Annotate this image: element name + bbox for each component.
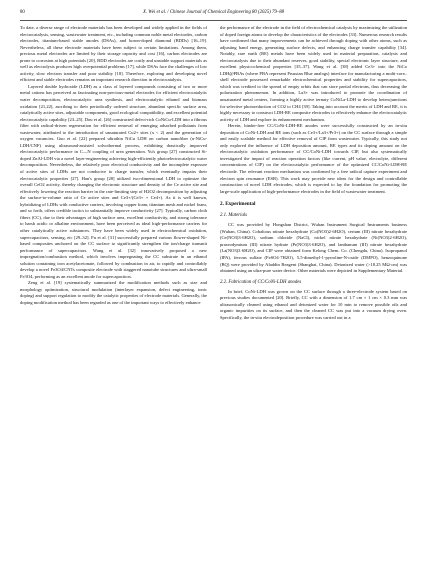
paragraph: To date, a diverse range of electrode materials has been developed and widely applied in the fields of electrocatalysis, sensing, wastewater treatment, etc., including common noble metal electrodes, carbon electrodes, titanium-based stable anodes (DSAs), and boron-doped diamond (BDDs) [16–19]. Nevertheless, all these electrode materials have been subject to certain limitations. Among them, precious metal electrodes are limited by their storage capacity and cost [16], carbon electrodes are prone to corrosion at high potentials [20], BDD electrodes are costly and unstable support materials as well as electrolysis produces high overpotential problems [17], while DSAs face the challenges of low activity, slow electron transfer and poor stability [18]. Therefore, exploring and developing novel efficient and stable electrodes remains an important research direction in electrocatalysis. <box>20 25 207 83</box>
running-head: X. Wei et al. / Chinese Journal of Chemical Engineering 80 (2025) 79–88 <box>142 10 285 15</box>
left-column <box>20 25 207 307</box>
paragraph: Zeng et al. [19] systematically summarized the modification methods such as size and morphology optimization, structural modulation (interlayer expansion, defect engineering, ionic doping) and support regulation to modify the catalytic properties of electrode materials. Generally, the doping modification method has been regarded as one of the important ways to effectively enhance <box>20 280 207 305</box>
subsection-title: 2.1. Materials <box>220 213 248 219</box>
subsection-title: 2.2. Fabrication of CC/CoNi-LDH anodes <box>220 279 302 285</box>
paragraph: the performance of the electrode in the field of electrochemical catalysis by maximizing the utilization of doped foreign atoms to develop the characteristics of the electrodes [33]. Numerous research results have confirmed that many improvements can be achieved through doping with other atoms, such as adjusting band energy, generating surface defects, and enhancing charge transfer capability [34]. Notably, rare earth (RE) metals have been widely used in material preparation, catalysis and electrocatalysis due to their abundant reserves, good stability, special electronic layer structure, and excellent physicochemical properties [35–37]. Wang et al. [38] added Ce3+ into the NiCo LDH@PBAs (where PBA represent Prussian Blue analogs) interface for manufacturing a multi-core–shell electrode possessed remarkable electrochemical properties and stability for supercapacitors, which was credited to the spread of empty orbits that can store partial electrons, thus decreasing the polarization phenomenon. In addition, La3+ was introduced to promote the coordination of unsaturated metal centers, forming a highly active ternary CoNiLa-LDH to develop heterojunctions for selective photoreduction of CO2 to CH4 [39]. Taking into account the merits of LDH and RE, it is highly necessary to construct LDH-RE composite electrodes to effectively enhance the electrocatalytic activity of LDH and explore its enhancement mechanism. <box>220 25 407 122</box>
page-header <box>20 9 407 19</box>
page-number: 80 <box>20 10 25 15</box>
right-column <box>220 25 407 321</box>
section-title: 2. Experimental <box>220 201 256 208</box>
header-rule <box>20 20 407 21</box>
paragraph: CC was provided by Hongshan District, Wuhan Instrument Surgical Instruments business (Wuhan, China). Cobaltous nitrate hexahydrate (Co(NO3)2·6H2O), cerium (III) nitrate hexahydrate (Ce(NO3)3·6H2O), sodium chloride (NaCl), nickel nitrate hexahydrate (Ni(NO3)2·6H2O), praseodymium (III) nitrate hydrate (Pr(NO3)3·6H2O), and lanthanum (III) nitrate hexahydrate (La(NO3)3·6H2O), and CIP were obtained form Kelong Chem. Co. (Chengdu, China). Isopropanol (IPA), ferrous sulfate (FeSO4·7H2O), 5,5-dimethyl-1-pyrroline-N-oxide (DMPO), benzoquinone (BQ) were provided by Aladdin Reagent (Shanghai, China). Deionized water (>18.25 MΩ·cm) was obtained using an ultra-pure water device. Other materials were depicted in Supplementary Material. <box>220 222 407 274</box>
paragraph: In brief, CoNi-LDH was grown on the CC surface through a three-electrode system based on previous studies documented [20]. Briefly, CC with a dimension of 1.7 cm × 1 cm × 0.3 mm was ultrasonically cleaned using ethanol and deionized water for 10 min to remove possible oils and organic impurities on its surface, and then the cleaned CC was put into a vacuum drying oven. Specifically, the in-situ electrodeposition procedure was carried out in a <box>220 288 407 320</box>
paragraph: Herein, binder-free CC/CoNi-LDH-RE anodes were successfully constructed by an in-situ deposition of CoNi-LDH and RE ions (such as Ce3+/La3+/Pr3+) on the CC surface through a simple and easily scalable method for effective removal of CIP from wastewater. Typically, this study not only explored the influence of LDH deposition amount, RE types and its doping amount on the electrocatalytic oxidation performance of CC/CoNi-LDH towards CIP, but also systematically investigated the impact of reaction operation factors (like current, pH value, electrolyte, different concentrations of CIP) on the electrocatalytic performance of the optimized CC/CoNi-LDH-RE electrode. The relevant reaction mechanism was confirmed by a free radical capture experiment and electron spin resonance (ESR). This work may provide new ideas for the design and controllable construction of novel LDH electrodes, which is expected to lay the foundation for promoting the large-scale application of high-performance electrodes in the field of wastewater treatment. <box>220 123 407 194</box>
paragraph: Layered double hydroxide (LDH) as a class of layered compounds consisting of two or more metal cations has perceived as fascinating non-precious-metal electrodes for efficient electrocatalytic water decomposition, electrocatalytic urea synthesis, and electrocatalytic ethanol and biomass oxidation [21,22], ascribing to their periodically ordered structure, abundant specific surface area, catalytically active sites, adjustable components, good ecological compatibility, and excellent potential electrocatalytic capability [23–25]. Dou et al. [26] constructed defect-rich CoNiCu-LDH into a fibrous filter with radical-driven regeneration for efficient removal of emerging adsorbed pollutants from wastewater, attributed to the introduction of unsaturated Cu2+ sites (x < 2) and the generation of oxygen vacancies. Guo et al. [22] prepared ultrathin NiCu LDH on carbon nanofiber (u-NiCu-LDH/CNF) using ultrasound-assisted solvothermal process, exhibiting drastically improved electrocatalytic performance in C—N coupling of urea generation. Yu's group [27] constructed Si-doped ZnAl-LDH via a novel layer-engineering achieving high-efficiently photoelectrocatalytic water decomposition. Nevertheless, the relatively poor electrical conductivity and the incomplete exposure of active sites of LDHs are not conducive to charge transfer, which eventually impairs their electrocatalytic properties [27]. Han's group [28] utilized two-dimensional LDH to optimize the overall CeO2 activity, thereby changing the electronic structure and density of the Ce active site and effectively lowering the reaction barrier in the rate-limiting step of H2O2 decomposition by adjusting the surface-to-volume ratio of Ce active sites and Ce3+/(Ce3+ + Ce4+). As it is well known, hybridizing of LDHs with conductive carriers, involving copper foam, titanium mesh and nickel foam, and so forth, offers credible tactics to substantially improve conductivity [27]. Typically, carbon cloth fibers (CC), due to their advantages of high surface area, excellent conductivity, and strong tolerance to harsh acidic or alkaline environment, have been perceived as ideal high-performance carriers for other catalytically active substances. They have been widely used in electrochemical oxidation, supercapacitors, sensing, etc [29–32]. Fu et al. [31] successfully prepared various flower-shaped Ni-based composites anchored on the CC surface to significantly strengthen the ion/charge transmit performance of supercapacitors. Wang et al. [32] innovatively proposed a new impregnation/combustion method, which involves impregnating the CC substrate in an ethanol solution containing iron acetylacetonate, followed by combustion in air, to rapidly and controllably develop a novel Fe3O4/CNTs composite electrode with staggered nanotube structures and ultra-small Fe3O4, performing as an excellent anode for supercapacitors. <box>20 83 207 279</box>
